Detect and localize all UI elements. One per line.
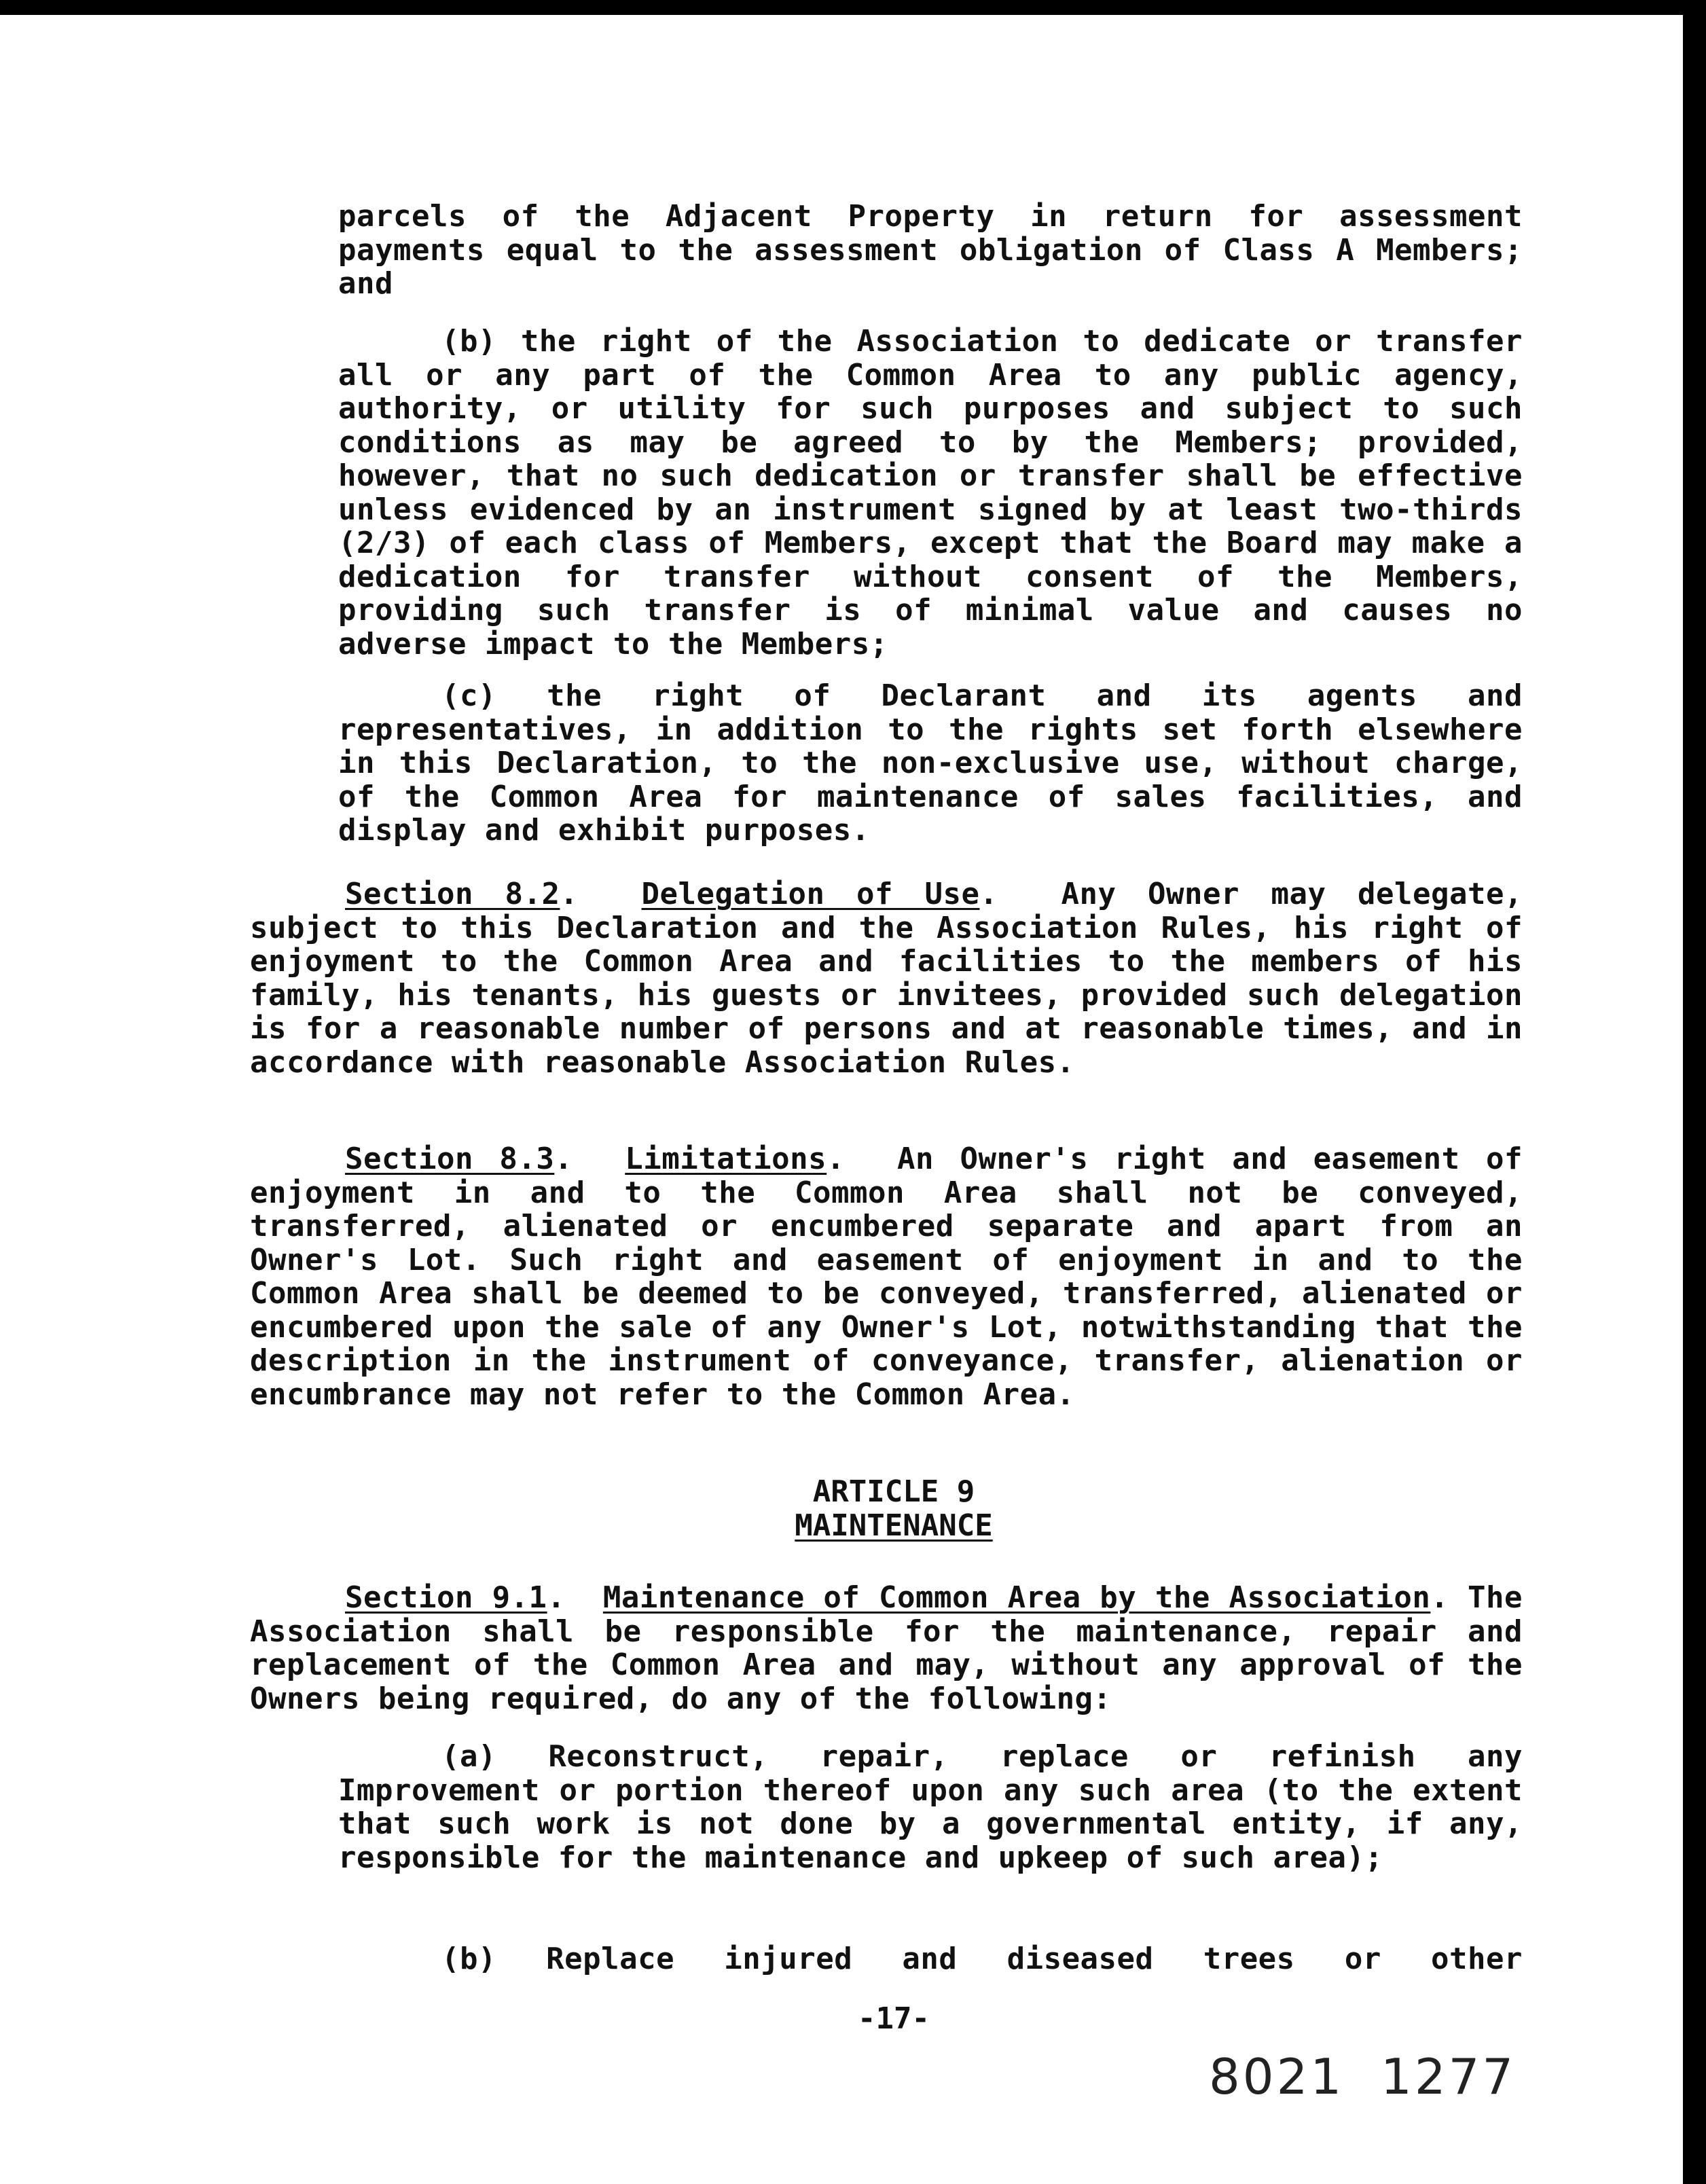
article-number: ARTICLE 9 (812, 1474, 975, 1509)
section-8-2: Section 8.2. Delegation of Use. Any Owner may delegate, subject to this Declaration and the Association Rules, his right of enjoyment to the Common Area and facilities to the members of his family, his tenants, his guests or invitees, provided such delegation is for a reasonable number of persons and at reasonable times, and in accordance with reasonable Association Rules. (250, 877, 1523, 1080)
section-number: Section 9.1 (345, 1580, 547, 1615)
paragraph-b: (b) the right of the Association to dedicate or transfer all or any part of the Common Area to any public agency, authority, or utility for such purposes and subject to such conditions as may be agreed to by the Members; provided, however, that no such dedication or transfer shall be effective unless evidenced by an instrument signed by at least two-thirds (2/3) of each class of Members, except that the Board may make a dedication for transfer without consent of the Members, providing such transfer is of minimal value and causes no adverse impact to the Members; (338, 324, 1523, 661)
paragraph-intro: parcels of the Adjacent Property in return for assessment payments equal to the assessment obligation of Class A Members; and (338, 199, 1523, 301)
section-number: Section 8.3 (345, 1142, 555, 1176)
section-text: An Owner's right and easement of enjoyment in and to the Common Area shall not be conveyed, transferred, alienated or encumbered separate and apart from an Owner's Lot. Such right and easement of enjoyment in and to the Common Area shall be deemed to be conveyed, transferred, alienated or encumbered upon the sale of any Owner's Lot, notwithstanding that the description in the instrument of conveyance, transfer, alienation or encumbrance may not refer to the Common Area. (250, 1142, 1523, 1412)
section-title: Delegation of Use (641, 877, 980, 911)
section-text: The Association shall be responsible for the maintenance, repair and replacement of the Common Area and may, without any approval of the Owners being required, do any of the following: (250, 1580, 1523, 1716)
section-8-3: Section 8.3. Limitations. An Owner's right and easement of enjoyment in and to the Common Area shall not be conveyed, transferred, alienated or encumbered separate and apart from an Owner's Lot. Such right and easement of enjoyment in and to the Common Area shall be deemed to be conveyed, transferred, alienated or encumbered upon the sale of any Owner's Lot, notwithstanding that the description in the instrument of conveyance, transfer, alienation or encumbrance may not refer to the Common Area. (250, 1142, 1523, 1412)
paragraph-a-maintenance: (a) Reconstruct, repair, replace or refinish any Improvement or portion thereof upon any such area (to the extent that such work is not done by a governmental entity, if any, responsible for the maintenance and upkeep of such area); (338, 1739, 1523, 1875)
scan-border-top (0, 0, 1706, 15)
section-9-1: Section 9.1. Maintenance of Common Area by the Association. The Association shall be responsible for the maintenance, repair and replacement of the Common Area and may, without any approval of the Owners being required, do any of the following: (250, 1580, 1523, 1716)
article-title: MAINTENANCE (795, 1508, 993, 1543)
document-id-stamp: 8021 1277 (1209, 2048, 1517, 2105)
paragraph-c: (c) the right of Declarant and its agents and representatives, in addition to the rights set forth elsewhere in this Declaration, to the non-exclusive use, without charge, of the Common Area for maintenance of sales facilities, and display and exhibit purposes. (338, 678, 1523, 848)
scan-border-right (1683, 0, 1706, 2184)
section-title: Limitations (625, 1142, 827, 1176)
page-number: -17- (858, 2001, 930, 2036)
section-text: Any Owner may delegate, subject to this Declaration and the Association Rules, his right of enjoyment to the Common Area and facilities to the members of his family, his tenants, his guests or invitees, provided such delegation is for a reasonable number of persons and at reasonable times, and in accordance with reasonable Association Rules. (250, 877, 1523, 1080)
paragraph-b-maintenance: (b) Replace injured and diseased trees or other (441, 1942, 1523, 1976)
section-title: Maintenance of Common Area by the Association (602, 1580, 1431, 1615)
section-number: Section 8.2 (345, 877, 560, 911)
article-title-wrap (41, 1509, 1706, 1543)
